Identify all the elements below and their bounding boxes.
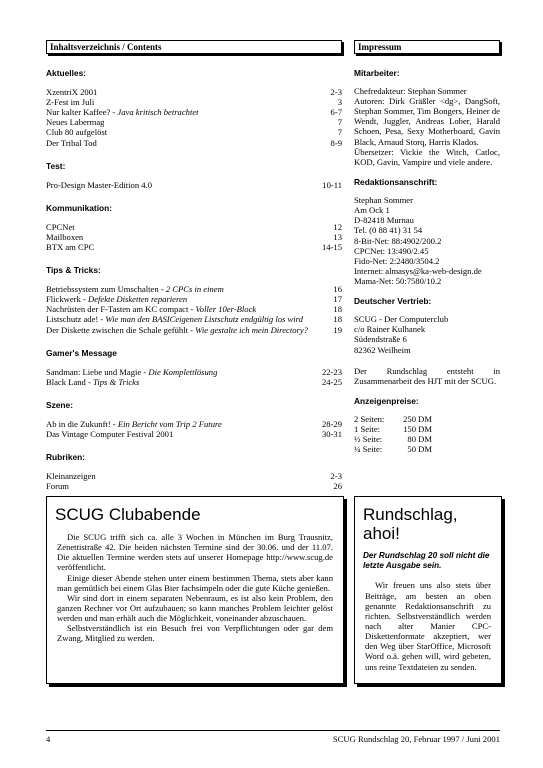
clubabende-box [46, 496, 344, 684]
vertrieb-heading: Deutscher Vertrieb: [354, 296, 432, 307]
contents-sections [46, 69, 342, 491]
entry-subtitle: 2 CPCs in einem [165, 284, 224, 295]
entry-subtitle: Ein Bericht vom Trip 2 Future [117, 418, 222, 429]
entry-title: Club 80 aufgelöst [46, 127, 108, 138]
contents-entry [46, 481, 342, 491]
entry-title: Mailboxen [46, 231, 84, 242]
price-row [354, 434, 500, 444]
price-size: 1 Seite: [354, 424, 381, 434]
contents-entry [46, 107, 342, 117]
vertrieb-note: Der Rundschlag entsteht in Zusammenarbeit des HJT mit der SCUG. [354, 365, 500, 386]
address-line: Internet: almasys@ka-web-design.de [354, 265, 482, 276]
contents-section [46, 453, 342, 491]
entry-page: 6-7 [330, 107, 342, 118]
entry-page: 17 [333, 294, 342, 305]
section-heading: Aktuelles: [46, 68, 87, 78]
entry-page: 30-31 [321, 428, 342, 439]
entry-subtitle: Tips & Tricks [93, 376, 140, 387]
price-size: 2 Seiten: [354, 413, 385, 424]
mitarbeiter-line: Autoren: Dirk Gräßler <dg>, DangSoft, Stephan Sommer, Tim Bongers, Heiner de Wendt, Juggler, Andreas Lober, Harald Schoen, Pesa, Sexy Motherboard, Gavin Black, Arnaud Storq, Harris Klados. [354, 96, 500, 147]
price-value: 150 DM [403, 424, 432, 434]
entry-title: Neues Labermag [46, 117, 105, 128]
entry-page: 7 [337, 127, 342, 138]
contents-column [46, 40, 342, 505]
address-line: Südendstraße 6 [354, 334, 407, 345]
contents-entry [46, 284, 342, 294]
address-line: Am Ock 1 [354, 205, 390, 216]
contents-entry [46, 242, 342, 252]
entry-page: 13 [333, 231, 342, 242]
contents-entry [46, 314, 342, 324]
address-line: CPCNet: 13:490/2.45 [354, 245, 429, 256]
entry-page: 12 [333, 221, 342, 232]
price-row [354, 424, 500, 434]
entry-title: CPCNet [46, 221, 75, 232]
address-line: SCUG - Der Computerclub [354, 314, 449, 325]
clubabende-paragraph: Selbstverständlich ist ein Besuch frei von Verpflichtungen oder gar dem Zwang, Mitglied zu werden. [57, 623, 333, 644]
contents-entry [46, 87, 342, 97]
entry-title: Nur kalter Kaffee? - [46, 107, 118, 118]
entry-title: Forum [46, 481, 69, 492]
contents-section [46, 401, 342, 439]
entry-title: Black Land - [46, 376, 94, 387]
impressum-header: Impressum [354, 40, 500, 54]
address-line: Mama-Net: 50:7580/10.2 [354, 276, 442, 287]
contents-section [46, 349, 342, 387]
entry-title: Ab in die Zukunft! - [46, 418, 118, 429]
contents-entry [46, 294, 342, 304]
entry-page: 2-3 [330, 471, 342, 482]
ahoi-paragraph: Wir freuen uns also stets über Beiträge, am besten an oben genannte Redaktionsanschrift zu richten. Selbstverständlich werden nach alter Manier CPC-Diskettenformate akzeptiert, wer den Weg über StarOffice, Microsoft Word o.ä. gehen will, wird gebeten, uns reine Textdateien zu senden. [365, 580, 491, 672]
section-heading: Szene: [46, 399, 73, 410]
entry-page: 14-15 [321, 241, 342, 252]
entry-subtitle: Die Komplettlösung [148, 366, 218, 377]
entry-title: XzentriX 2001 [46, 86, 98, 97]
section-heading: Test: [46, 160, 66, 171]
issue-info: SCUG Rundschlag 20, Februar 1997 / Juni 2001 [332, 734, 500, 744]
contents-section [46, 69, 342, 148]
clubabende-paragraph: Einige dieser Abende stehen unter einem bestimmen Thema, stets aber kann man gemütlich bei einem Glas Bier fachsimpeln oder die gute Küche genießen. [57, 572, 333, 593]
entry-title: Der Tribal Tod [46, 137, 97, 148]
contents-entry [46, 367, 342, 377]
entry-title: Kleinanzeigen [46, 471, 96, 482]
entry-title: Pro-Design Master-Edition 4.0 [46, 179, 153, 190]
entry-page: 26 [333, 481, 342, 492]
entry-subtitle: Wie man den BASICeigenen Listschutz endgültig los wird [105, 314, 303, 325]
contents-section [46, 204, 342, 252]
contents-entry [46, 117, 342, 127]
entry-subtitle: Java kritisch betrachtet [117, 107, 199, 118]
page-number: 4 [46, 734, 51, 744]
price-list [354, 414, 500, 455]
price-value: 250 DM [403, 413, 432, 424]
ahoi-title: Rundschlag, ahoi! [363, 505, 458, 544]
price-row [354, 444, 500, 454]
price-value: 50 DM [407, 444, 432, 455]
entry-page: 28-29 [321, 418, 342, 429]
entry-page: 24-25 [321, 376, 342, 387]
price-size: ¼ Seite: [354, 444, 383, 455]
entry-subtitle: Wie gestalte ich mein Directory? [195, 324, 308, 335]
address-line: Fido-Net: 2:2480/3504.2 [354, 255, 440, 266]
entry-page: 18 [333, 314, 342, 325]
section-heading: Gamer's Message [46, 347, 117, 358]
ahoi-lead: Der Rundschlag 20 soll nicht die letzte Ausgabe sein. [363, 551, 490, 570]
entry-page: 19 [333, 324, 342, 335]
entry-title: Betriebssystem zum Umschalten - [46, 284, 166, 295]
vertrieb-address [354, 314, 500, 355]
entry-title: Der Diskette zwischen die Schale gefühlt - [46, 324, 196, 335]
entry-title: Das Vintage Computer Festival 2001 [46, 428, 174, 439]
entry-page: 8-9 [330, 137, 342, 148]
entry-title: Flickwerk - [46, 294, 89, 305]
contents-entry [46, 138, 342, 148]
entry-page: 2-3 [330, 86, 342, 97]
mitarbeiter-text [354, 86, 500, 167]
contents-entry [46, 222, 342, 232]
address-line: 82362 Weilheim [354, 344, 411, 355]
mitarbeiter-heading: Mitarbeiter: [354, 68, 400, 78]
entry-subtitle: Defekte Disketten reparieren [88, 294, 188, 305]
address-line: c/o Rainer Kulhanek [354, 324, 426, 335]
entry-subtitle: Voller 10er-Block [195, 304, 257, 315]
price-size: ½ Seite: [354, 434, 383, 445]
price-row [354, 414, 500, 424]
contents-entry [46, 127, 342, 137]
clubabende-body [57, 532, 333, 644]
mitarbeiter-line: Übersetzer: Vickie the Witch, Catloc, KOD, Gavin, Vampire und viele andere. [354, 146, 500, 167]
entry-page: 7 [337, 117, 342, 128]
mitarbeiter-line: Chefredakteur: Stephan Sommer [354, 85, 467, 96]
entry-title: Z-Fest im Juli [46, 97, 95, 108]
contents-entry [46, 377, 342, 387]
address-line: D-82418 Murnau [354, 215, 414, 226]
contents-entry [46, 471, 342, 481]
redaktion-address [354, 195, 500, 286]
address-line: Tel. (0 88 41) 31 54 [354, 225, 423, 236]
preise-heading: Anzeigenpreise: [354, 395, 419, 406]
impressum-column [354, 40, 500, 454]
clubabende-paragraph: Wir sind dort in einem separaten Nebenraum, es ist also kein Problem, den ganzen Rechner vor Ort aufzubauen; so kann manches Problem leichter gelöst werden und man erhält auch die Möglichkeit, voneinander abzuschauen. [57, 592, 333, 624]
ahoi-box [354, 496, 502, 684]
entry-page: 10-11 [322, 179, 342, 190]
contents-entry [46, 97, 342, 107]
entry-page: 22-23 [321, 366, 342, 377]
address-line: Stephan Sommer [354, 194, 413, 205]
entry-title: Sandman: Liebe und Magie - [46, 366, 149, 377]
contents-entry [46, 325, 342, 335]
contents-entry [46, 429, 342, 439]
contents-entry [46, 304, 342, 314]
section-heading: Rubriken: [46, 452, 86, 463]
contents-entry [46, 419, 342, 429]
section-heading: Kommunikation: [46, 202, 113, 213]
entry-title: Listschutz ade! - [46, 314, 106, 325]
clubabende-paragraph: Die SCUG trifft sich ca. alle 3 Wochen in München im Burg Trausnitz, Zenettistraße 42. Die beiden nächsten Termine sind der 30.06. und der 11.07. Die aktuellen Termine werden stets auf unserer Homepage http://www.scug.de veröffentlicht. [57, 532, 333, 573]
contents-header: Inhaltsverzeichnis / Contents [46, 40, 342, 54]
price-value: 80 DM [407, 434, 432, 445]
address-line: 8-Bit-Net: 88:4902/200.2 [354, 235, 442, 246]
clubabende-title: SCUG Clubabende [55, 505, 201, 524]
entry-page: 3 [337, 97, 342, 108]
entry-title: Nachrüsten der F-Tasten am KC compact - [46, 304, 196, 315]
section-heading: Tips & Tricks: [46, 265, 101, 276]
entry-page: 16 [333, 284, 342, 295]
contents-entry [46, 232, 342, 242]
entry-page: 18 [333, 304, 342, 315]
contents-entry [46, 180, 342, 190]
contents-section [46, 266, 342, 335]
redaktion-heading: Redaktionsanschrift: [354, 177, 438, 188]
entry-title: BTX am CPC [46, 241, 95, 252]
contents-section [46, 162, 342, 190]
page-footer [46, 730, 500, 744]
